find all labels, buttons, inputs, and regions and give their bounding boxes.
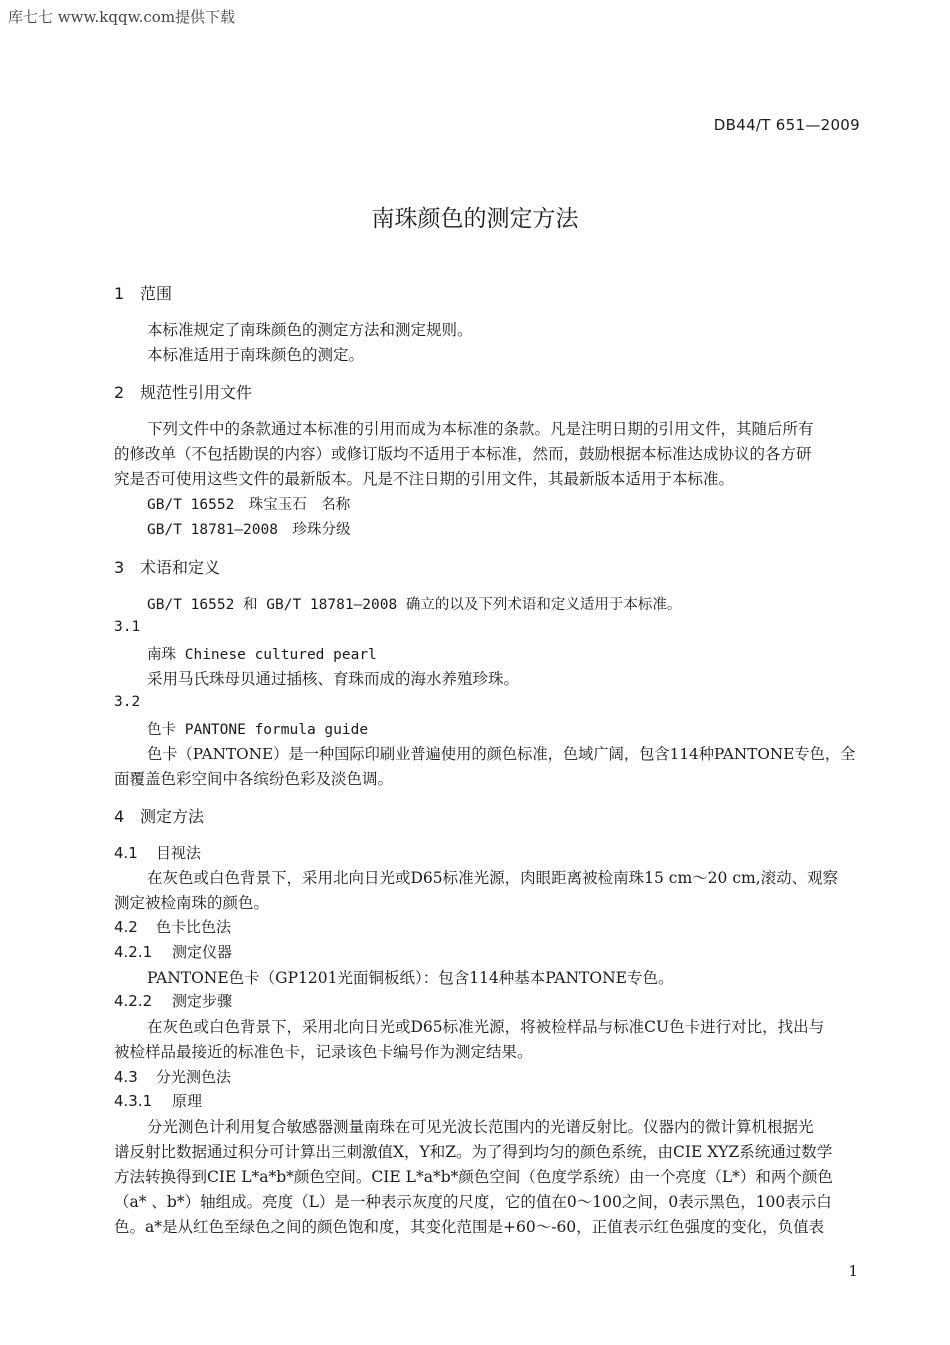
subsection-number: 4.2.2 — [114, 992, 153, 1010]
paragraph: 本标准规定了南珠颜色的测定方法和测定规则。 — [147, 321, 473, 339]
section-4-heading — [114, 804, 204, 827]
page-number: 1 — [848, 1262, 858, 1280]
section-title: 范围 — [140, 284, 173, 303]
term-name: 色卡 PANTONE formula guide — [147, 722, 369, 738]
section-2-heading — [114, 380, 252, 403]
subsection-number: 4.2.1 — [114, 943, 153, 961]
paragraph-line: 被检样品最接近的标准色卡，记录该色卡编号作为测定结果。 — [114, 1043, 533, 1061]
normative-reference: GB/T 18781—2008 珍珠分级 — [147, 522, 351, 538]
term-number: 3.1 — [114, 619, 141, 635]
subsection-4-3-1-heading — [114, 1090, 202, 1111]
normative-reference: GB/T 16552 珠宝玉石 名称 — [147, 497, 351, 513]
paragraph-line: 的修改单（不包括勘误的内容）或修订版均不适用于本标准，然而，鼓励根据本标准达成协议的各方研 — [114, 445, 812, 463]
paragraph-line: 测定被检南珠的颜色。 — [114, 894, 270, 912]
paragraph-line: 色。a*是从红色至绿色之间的颜色饱和度，其变化范围是+60～-60，正值表示红色强度的变化，负值表 — [114, 1218, 825, 1236]
subsection-number: 4.2 — [114, 918, 138, 936]
section-1-heading — [114, 281, 172, 304]
term-definition-line: 色卡（PANTONE）是一种国际印刷业普遍使用的颜色标准，色域广阔，包含114种PANTONE专色，全 — [147, 745, 856, 763]
subsection-4-3-heading — [114, 1066, 231, 1087]
paragraph-line: 分光测色计利用复合敏感器测量南珠在可见光波长范围内的光谱反射比。仪器内的微计算机根据光 — [147, 1118, 814, 1136]
paragraph: GB/T 16552 和 GB/T 18781—2008 确立的以及下列术语和定义适用于本标准。 — [147, 597, 682, 613]
watermark: 库七七 www.kqqw.com提供下载 — [8, 8, 236, 26]
paragraph-line: （a* 、b*）轴组成。亮度（L）是一种表示灰度的尺度，它的值在0～100之间，0表示黑色，100表示白 — [114, 1193, 832, 1211]
subsection-title: 分光测色法 — [156, 1068, 232, 1086]
section-number: 3 — [114, 558, 125, 577]
paragraph: 本标准适用于南珠颜色的测定。 — [147, 346, 365, 364]
section-number: 1 — [114, 284, 125, 303]
paragraph-line: 究是否可使用这些文件的最新版本。凡是不注日期的引用文件，其最新版本适用于本标准。 — [114, 470, 735, 488]
paragraph-line: 方法转换得到CIE L*a*b*颜色空间。CIE L*a*b*颜色空间（色度学系统）由一个亮度（L*）和两个颜色 — [114, 1168, 833, 1186]
paragraph: PANTONE色卡（GP1201光面铜板纸）：包含114种基本PANTONE专色。 — [147, 969, 674, 987]
section-title: 规范性引用文件 — [140, 383, 253, 402]
standard-number: DB44/T 651—2009 — [713, 116, 860, 134]
section-3-heading — [114, 555, 220, 578]
paragraph-line: 下列文件中的条款通过本标准的引用而成为本标准的条款。凡是注明日期的引用文件，其随后所有 — [147, 420, 814, 438]
term-definition: 采用马氏珠母贝通过插核、育珠而成的海水养殖珍珠。 — [147, 670, 520, 688]
subsection-number: 4.3.1 — [114, 1092, 153, 1110]
section-title: 测定方法 — [140, 807, 205, 826]
subsection-4-1-heading — [114, 842, 201, 863]
paragraph-line: 在灰色或白色背景下，采用北向日光或D65标准光源，将被检样品与标准CU色卡进行对比，找出与 — [147, 1018, 825, 1036]
document-title: 南珠颜色的测定方法 — [371, 206, 579, 232]
paragraph-line: 谱反射比数据通过积分可计算出三刺激值X，Y和Z。为了得到均匀的颜色系统，由CIE XYZ系统通过数学 — [114, 1143, 833, 1161]
subsection-4-2-2-heading — [114, 990, 232, 1011]
term-definition-line: 面覆盖色彩空间中各缤纷色彩及淡色调。 — [114, 770, 394, 788]
subsection-4-2-1-heading — [114, 941, 232, 962]
section-title: 术语和定义 — [140, 558, 221, 577]
subsection-number: 4.3 — [114, 1068, 138, 1086]
term-name: 南珠 Chinese cultured pearl — [147, 647, 377, 663]
subsection-title: 目视法 — [156, 844, 202, 862]
subsection-title: 原理 — [172, 1092, 203, 1110]
subsection-title: 测定仪器 — [172, 943, 233, 961]
section-number: 4 — [114, 807, 125, 826]
section-number: 2 — [114, 383, 125, 402]
subsection-title: 色卡比色法 — [156, 918, 232, 936]
subsection-title: 测定步骤 — [172, 992, 233, 1010]
subsection-4-2-heading — [114, 916, 231, 937]
term-number: 3.2 — [114, 694, 141, 710]
paragraph-line: 在灰色或白色背景下，采用北向日光或D65标准光源，肉眼距离被检南珠15 cm～20 cm,滚动、观察 — [147, 869, 839, 887]
subsection-number: 4.1 — [114, 844, 138, 862]
